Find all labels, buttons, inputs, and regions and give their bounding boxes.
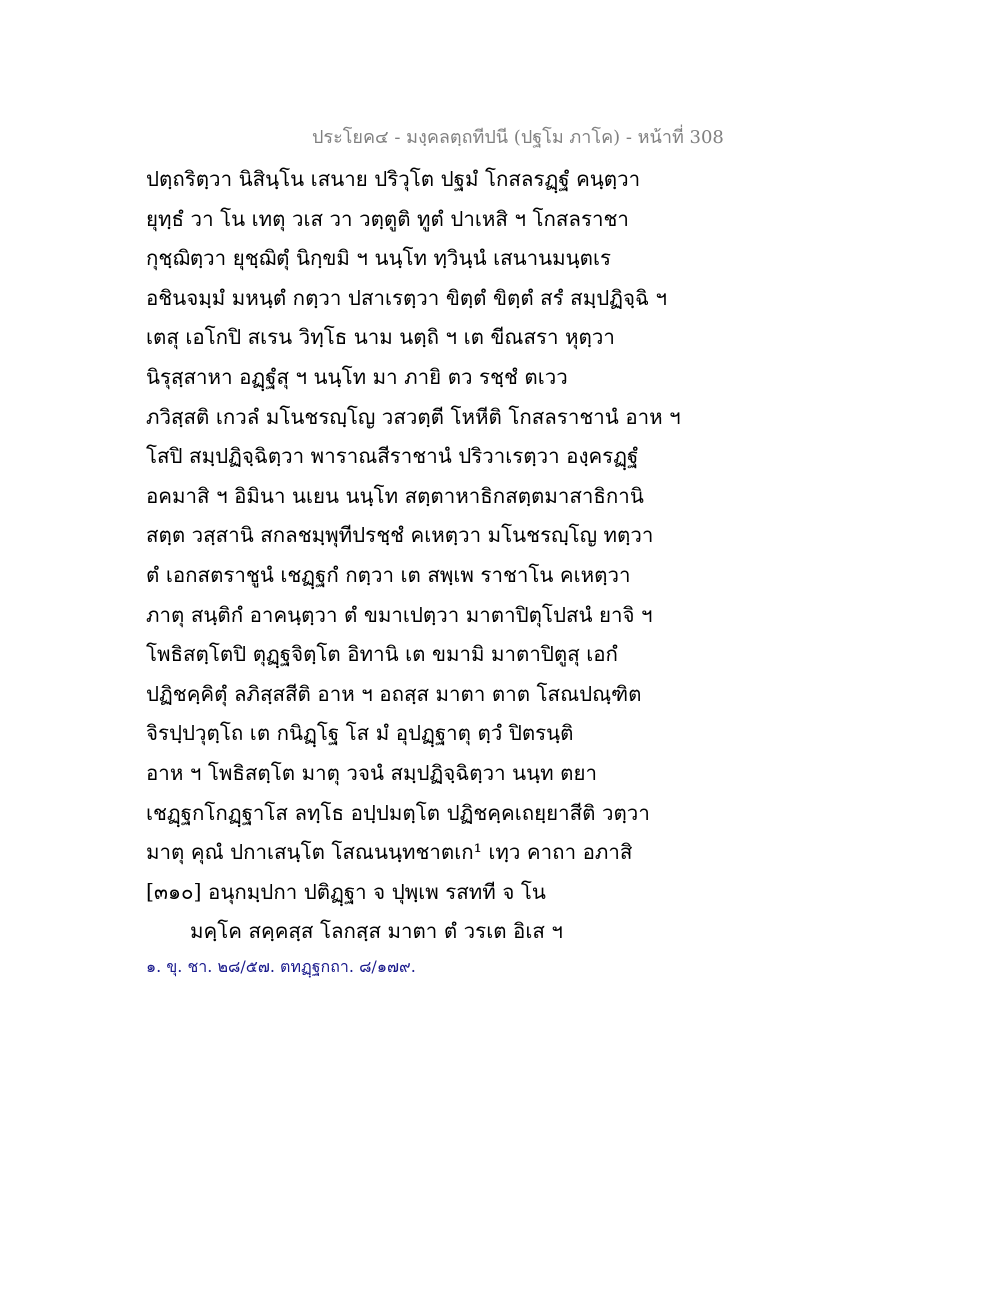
text-line: นิรุสฺสาหา อฏฺฐํสุ ฯ นนฺโท มา ภายิ ตว รชฺชํ ตเวว bbox=[146, 364, 568, 389]
footnote: ๑. ขุ. ชา. ๒๘/๕๗. ตทฏฺฐกถา. ๘/๑๗๙. bbox=[146, 957, 416, 976]
verse-line: [๓๑๐] อนุกมฺปกา ปติฏฺฐา จ ปุพฺเพ รสทที จ โน bbox=[146, 879, 546, 904]
text-line: ภวิสฺสติ เกวลํ มโนชรญฺโญ วสวตฺตี โหหีติ โกสลราชานํ อาห ฯ bbox=[146, 404, 681, 429]
verse-line: มคฺโค สคฺคสฺส โลกสฺส มาตา ตํ วรเต อิเส ฯ bbox=[190, 919, 563, 944]
text-line: ปตฺถริตฺวา นิสินฺโน เสนาย ปริวุโต ปฐมํ โกสลรฏฺฐํ คนฺตฺวา bbox=[146, 167, 641, 191]
running-header: ประโยค๔ - มงฺคลตฺถทีปนี (ปฐโม ภาโค) - หน้าที่ 308 bbox=[312, 127, 724, 148]
text-line: สตฺต วสฺสานิ สกลชมฺพุทีปรชฺชํ คเหตฺวา มโนชรญฺโญ ทตฺวา bbox=[146, 523, 654, 548]
text-line: โพธิสตฺโตปิ ตุฏฺฐจิตฺโต อิทานิ เต ขมามิ มาตาปิตูสุ เอกํ bbox=[146, 642, 618, 667]
text-line: กุชฺฌิตฺวา ยุชฺฌิตุํ นิกฺขมิ ฯ นนฺโท ทฺวินฺนํ เสนานมนฺตเร bbox=[146, 246, 612, 271]
text-line: ปฏิชคฺคิตุํ ลภิสฺสสีติ อาห ฯ อถสฺส มาตา ตาต โสณปณฺฑิต bbox=[146, 681, 642, 706]
text-line: อคมาสิ ฯ อิมินา นเยน นนฺโท สตฺตาหาธิกสตฺตมาสาธิกานิ bbox=[146, 483, 644, 508]
text-line: อาห ฯ โพธิสตฺโต มาตุ วจนํ สมฺปฏิจฺฉิตฺวา นนฺท ตยา bbox=[146, 760, 598, 785]
text-line: เชฏฺฐกโกฏฺฐาโส ลทฺโธ อปฺปมตฺโต ปฏิชคฺคเถยฺยาสีติ วตฺวา bbox=[146, 800, 650, 825]
text-line: ภาตุ สนฺติกํ อาคนฺตฺวา ตํ ขมาเปตฺวา มาตาปิตุโปสนํ ยาจิ ฯ bbox=[146, 602, 653, 627]
body-text bbox=[146, 160, 846, 952]
text-line: เตสุ เอโกปิ สเรน วิทฺโธ นาม นตฺถิ ฯ เต ขีณสรา หุตฺวา bbox=[146, 325, 615, 350]
text-line: ยุทฺธํ วา โน เทตุ วเส วา วตฺตูติ ทูตํ ปาเหสิ ฯ โกสลราชา bbox=[146, 206, 629, 231]
text-line: โสปิ สมฺปฏิจฺฉิตฺวา พาราณสีราชานํ ปริวาเรตฺวา องฺครฏฺฐํ bbox=[146, 444, 639, 469]
text-line: ตํ เอกสตราชูนํ เชฏฺฐกํ กตฺวา เต สพฺเพ ราชาโน คเหตฺวา bbox=[146, 562, 631, 587]
text-line: อชินจมฺมํ มหนฺตํ กตฺวา ปสาเรตฺวา ขิตฺตํ ขิตฺตํ สรํ สมฺปฏิจฺฉิ ฯ bbox=[146, 285, 667, 310]
text-line: มาตุ คุณํ ปกาเสนฺโต โสณนนฺทชาตเก¹ เทฺว คาถา อภาสิ bbox=[146, 840, 633, 865]
text-line: จิรปฺปวุตฺโถ เต กนิฏฺโฐ โส มํ อุปฏฺฐาตุ ตฺวํ ปิตรนฺติ bbox=[146, 721, 574, 746]
